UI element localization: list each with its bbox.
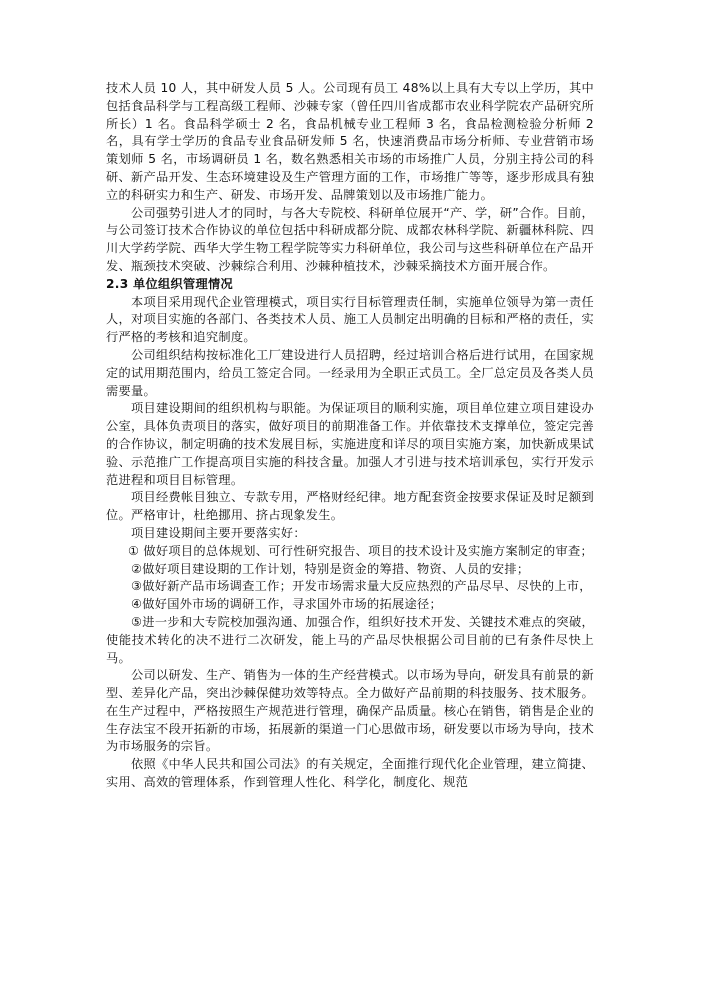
paragraph-management-mode: 本项目采用现代企业管理模式，项目实行目标管理责任制，实施单位领导为第一责任人，对项目实施的各部门、各类技术人员、施工人员制定出明确的目标和严格的责任，实行严格的考核和追究制度。 [106,294,594,345]
paragraph-staff: 技术人员 10 人，其中研发人员 5 人。公司现有员工 48%以上具有大专以上学历，其中包括食品科学与工程高级工程师、沙棘专家（曾任四川省成都市农业科学院农产品研究所所长）1 名。食品科学硕士 2 名，食品机械专业工程师 3 名，食品检测检验分析师 2 名，具有学士学历的食品专业食品研发师 5 名，快速消费品市场分析师、专业营销市场策划师 5 名，市场调研员 1 名，数名熟悉相关市场的市场推广人员，分别主持公司的科研、新产品开发、生态环境建设及生产管理方面的工作，市场推广等等，逐步形成具有独立的科研实力和生产、研发、市场开发、品牌策划以及市场推广能力。 [106,81,594,202]
paragraph-funding: 项目经费帐目独立、专款专用，严格财经纪律。地方配套资金按要求保证及时足额到位。严格审计，杜绝挪用、挤占现象发生。 [106,490,594,523]
paragraph-business-model: 公司以研发、生产、销售为一体的生产经营模式。以市场为导向，研发具有前景的新型、差异化产品，突出沙棘保健功效等特点。全力做好产品前期的科技服务、技术服务。在生产过程中，严格按照生产规范进行管理，确保产品质量。核心在销售，销售是企业的生存法宝不段开拓新的市场，拓展新的渠道一门心思做市场，研发要以市场为导向，技术为市场服务的宗旨。 [106,668,594,754]
list-item-3: ③做好新产品市场调查工作；开发市场需求量大反应热烈的产品尽早、尽快的上市， [131,579,592,594]
list-item-5: ⑤进一步和大专院校加强沟通、加强合作，组织好技术开发、关键技术难点的突破，使能技术转化的决不进行二次研发，能上马的产品尽快根据公司目前的已有条件尽快上马。 [106,614,594,665]
paragraph-company-law: 依照《中华人民共和国公司法》的有关规定，全面推行现代化企业管理，建立简捷、实用、高效的管理体系，作到管理人性化、科学化，制度化、规范 [106,757,594,790]
paragraph-tasks-intro: 项目建设期间主要开要落实好： [131,525,306,540]
paragraph-functions: 项目建设期间的组织机构与职能。为保证项目的顺利实施，项目单位建立项目建设办公室，具体负责项目的落实，做好项目的前期准备工作。并依靠技术支撑单位，签定完善的合作协议，制定明确的技术发展目标，实施进度和详尽的项目实施方案，加快新成果试验、示范推广工作提高项目实施的科技含量。加强人才引进与技术培训承包，实行开发示范进程和项目目标管理。 [106,401,594,487]
list-item-4: ④做好国外市场的调研工作，寻求国外市场的拓展途径； [131,597,442,612]
section-heading: 2.3 单位组织管理情况 [106,276,233,291]
document-body [106,80,594,792]
list-item-1: ① 做好项目的总体规划、可行性研究报告、项目的技术设计及实施方案制定的审查； [128,543,593,558]
list-item-2: ②做好项目建设期的工作计划，特别是资金的筹措、物资、人员的安排； [131,561,530,576]
paragraph-organization: 公司组织结构按标准化工厂建设进行人员招聘，经过培训合格后进行试用，在国家规定的试用期范围内，给员工签定合同。一经录用为全职正式员工。全厂总定员及各类人员需要量。 [106,347,594,398]
paragraph-cooperation: 公司强势引进人才的同时，与各大专院校、科研单位展开“产、学，研”合作。目前，与公司签订技术合作协议的单位包括中科研成都分院、成都农林科学院、新疆林科院、四川大学药学院、西华大学生物工程学院等实力科研单位，我公司与这些科研单位在产品开发、瓶颈技术突破、沙棘综合利用、沙棘种植技术，沙棘采摘技术方面开展合作。 [106,205,594,273]
